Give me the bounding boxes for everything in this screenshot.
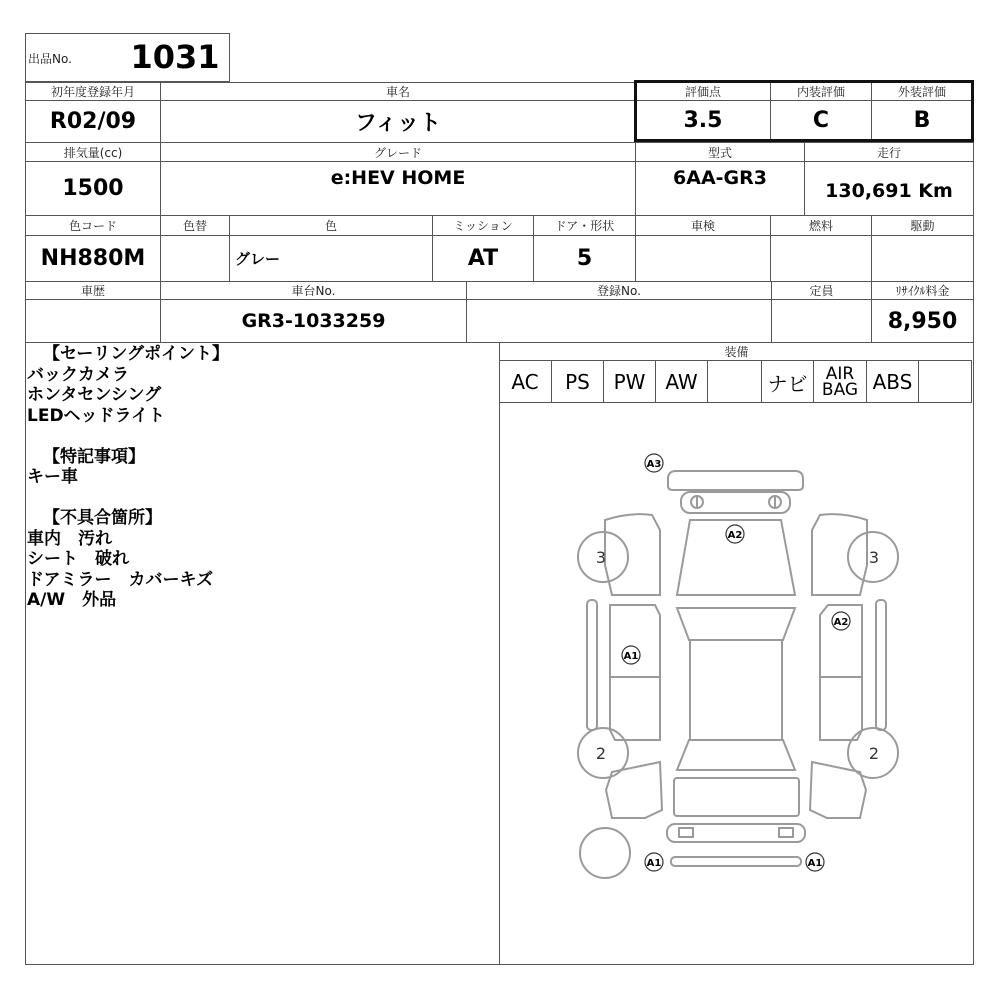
chassis-label: 車台No. [291,284,336,298]
inspection-value [635,235,771,282]
equipment-aw: AW [656,361,708,403]
color-code-label: 色コード [68,219,117,233]
color-value: グレー [235,250,281,268]
left-tail-lamp [679,828,693,837]
history-label: 車歴 [80,284,105,298]
model-value: 6AA-GR3 [673,167,767,189]
color-code-value: NH880M [40,246,146,271]
equipment-ac: AC [499,361,552,403]
spare-tire [580,828,630,878]
defect-item: A/W 外品 [27,590,117,610]
notes-section [27,344,497,611]
displacement-value: 1500 [62,176,124,201]
rear-bumper-lower [671,857,801,866]
color-label: 色 [324,219,337,233]
mileage-value: 130,691 Km [825,180,953,202]
equipment-pw: PW [604,361,656,403]
svg-text:A1: A1 [646,858,662,869]
capacity-label: 定員 [809,284,834,298]
tire-grade-rear-left: 2 [595,744,607,763]
grade-label: グレード [373,145,422,160]
equipment-blank-1 [708,361,762,403]
left-rear-door [610,677,660,740]
doors-label: ドア・形状 [554,219,615,233]
tire-grade-front-right: 3 [868,548,880,567]
drive-value [871,235,974,282]
lot-label: 出品No. [28,51,72,66]
selling-points-heading: 【セーリングポイント】 [43,344,229,364]
svg-text:A1: A1 [623,651,639,662]
drive-label: 駆動 [910,219,935,233]
rear-window [677,740,795,770]
first-reg-label: 初年度登録年月 [50,85,135,99]
svg-text:A2: A2 [833,617,849,628]
capacity-value [771,299,872,343]
equipment-navi: ナビ [762,361,814,403]
reg-no-value [466,299,772,343]
history-value [25,299,161,343]
svg-text:A1: A1 [807,858,823,869]
score-label: 評価点 [684,85,721,99]
equipment-abs: ABS [867,361,919,403]
rear-bumper [667,824,805,842]
mission-value: AT [467,246,499,271]
car-damage-diagram [499,404,974,964]
mileage-label: 走行 [876,145,901,160]
left-rear-fender [606,762,662,818]
special-notes-heading: 【特記事項】 [43,446,145,467]
selling-point: LEDヘッドライト [27,405,166,426]
equipment-airbag-label: AIR BAG [821,364,859,400]
damage-marker-hood [726,525,744,543]
defect-item: シート 破れ [27,549,129,569]
repaint-label: 色替 [182,219,207,233]
damage-marker-right-front-door [832,612,850,630]
interior-label: 内装評価 [796,85,845,99]
roof [690,640,782,740]
right-side-sill [876,600,886,730]
svg-text:A3: A3 [646,459,662,470]
equipment-blank-2 [919,361,972,403]
exterior-label: 外装評価 [897,85,946,99]
exterior-value: B [913,108,931,133]
model-label: 型式 [707,145,732,160]
tire-grade-rear-right: 2 [868,744,880,763]
displacement-label: 排気量(cc) [63,145,123,160]
equipment-airbag [814,361,867,403]
defects-heading: 【不具合箇所】 [43,508,162,528]
mission-label: ミッション [453,219,513,233]
defect-item: ドアミラー カバーキズ [27,569,214,590]
left-front-door [610,605,660,677]
score-value: 3.5 [683,108,723,133]
damage-marker-left-front-door [622,646,640,664]
recycle-value: 8,950 [887,308,958,334]
doors-value: 5 [576,246,593,271]
damage-marker-front-bumper [645,454,663,472]
grade-value: e:HEV HOME [330,167,466,189]
selling-point: バックカメラ [27,364,129,385]
fuel-value [770,235,872,282]
damage-marker-rear-right [806,853,824,871]
chassis-value: GR3-1033259 [241,310,386,332]
first-reg-value: R02/09 [49,109,137,134]
repaint-value [160,235,230,282]
tailgate [674,778,799,816]
interior-value: C [812,108,830,133]
defect-item: 車内 汚れ [27,528,112,549]
fuel-label: 燃料 [808,219,833,233]
equipment-label: 装備 [724,345,749,359]
lot-number: 1031 [130,38,220,76]
svg-text:A2: A2 [727,530,743,541]
windshield [677,608,795,640]
selling-point: ホンタセンシング [27,385,162,405]
inspection-label: 車検 [690,219,715,233]
right-tail-lamp [779,828,793,837]
left-front-fender [605,514,660,595]
car-name-label: 車名 [385,85,410,99]
right-rear-door [820,677,862,740]
car-name-value: フィット [354,111,442,136]
right-front-fender [812,514,867,595]
special-note: キー車 [27,467,78,487]
damage-marker-rear-left [645,853,663,871]
tire-grade-front-left: 3 [595,548,607,567]
left-side-sill [587,600,597,730]
equipment-ps: PS [552,361,604,403]
front-bumper-strip [668,471,803,490]
evaluation-border [634,80,974,142]
reg-no-label: 登録No. [597,284,641,298]
recycle-label: ﾘｻｲｸﾙ料金 [895,284,950,298]
right-rear-fender [810,762,866,818]
